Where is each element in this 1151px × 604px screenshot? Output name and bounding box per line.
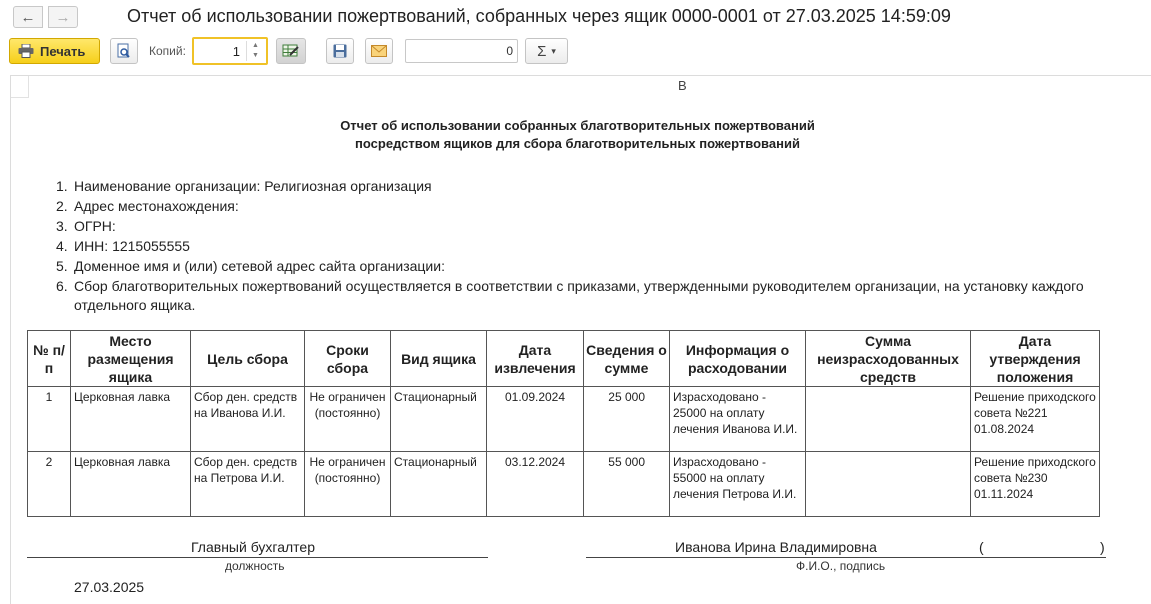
signer-position: Главный бухгалтер bbox=[191, 539, 315, 555]
forward-button[interactable] bbox=[48, 6, 78, 28]
print-button-label: Печать bbox=[40, 43, 86, 59]
sheet-corner bbox=[11, 76, 29, 98]
send-email-button[interactable] bbox=[365, 38, 393, 64]
table-cell[interactable]: 25 000 bbox=[584, 387, 670, 452]
header-approval-date: Дата утверждения положения bbox=[971, 331, 1100, 387]
sum-dropdown-button[interactable] bbox=[525, 38, 568, 64]
header-location: Место размещения ящика bbox=[71, 331, 191, 387]
copies-input[interactable] bbox=[192, 37, 268, 65]
table-cell[interactable]: Сбор ден. средств на Петрова И.И. bbox=[191, 452, 305, 517]
title-bar bbox=[0, 0, 1151, 34]
preview-button[interactable] bbox=[110, 38, 138, 64]
table-cell[interactable]: Решение приходского совета №230 01.11.2024 bbox=[971, 452, 1100, 517]
header-purpose: Цель сбора bbox=[191, 331, 305, 387]
signer-name: Иванова Ирина Владимировна bbox=[675, 539, 877, 555]
signature-close-paren: ) bbox=[1100, 539, 1105, 555]
header-unspent-amount: Сумма неизрасходованных средств bbox=[806, 331, 971, 387]
position-line bbox=[27, 557, 488, 558]
name-caption: Ф.И.О., подпись bbox=[796, 559, 886, 573]
header-extraction-date: Дата извлечения bbox=[487, 331, 584, 387]
table-cell[interactable]: Церковная лавка bbox=[71, 387, 191, 452]
sum-field bbox=[405, 39, 518, 63]
table-cell[interactable]: Израсходовано - 55000 на оплату лечения Петрова И.И. bbox=[670, 452, 806, 517]
edit-mode-toggle[interactable] bbox=[276, 38, 306, 64]
arrow-left-icon: ← bbox=[20, 8, 36, 26]
table-header-row bbox=[28, 331, 1100, 387]
print-button[interactable] bbox=[9, 38, 100, 64]
position-caption: должность bbox=[225, 559, 285, 573]
magnifier-page-icon bbox=[116, 43, 132, 59]
floppy-disk-icon bbox=[333, 44, 347, 58]
copies-value: 1 bbox=[232, 44, 240, 59]
table-cell[interactable] bbox=[806, 387, 971, 452]
table-cell[interactable]: 55 000 bbox=[584, 452, 670, 517]
table-cell[interactable]: Израсходовано - 25000 на оплату лечения Иванова И.И. bbox=[670, 387, 806, 452]
chevron-down-icon: ▾ bbox=[551, 45, 556, 56]
envelope-icon bbox=[371, 45, 387, 57]
table-cell[interactable] bbox=[806, 452, 971, 517]
sum-value: 0 bbox=[506, 44, 513, 58]
report-title-line2: посредством ящиков для сбора благотворительных пожертвований bbox=[355, 136, 800, 151]
table-cell[interactable]: Церковная лавка bbox=[71, 452, 191, 517]
table-edit-icon bbox=[282, 43, 300, 59]
report-date: 27.03.2025 bbox=[74, 579, 145, 595]
table-cell[interactable]: 01.09.2024 bbox=[487, 387, 584, 452]
window-title: Отчет об использовании пожертвований, собранных через ящик 0000-0001 от 27.03.2025 14:59:09 bbox=[127, 6, 951, 26]
table-cell[interactable]: Не ограничен (постоянно) bbox=[305, 452, 391, 517]
header-spending-info: Информация о расходовании bbox=[670, 331, 806, 387]
spreadsheet-document[interactable]: B Отчет об использовании собранных благотворительных пожертвований посредством ящиков для сбора благотворительных пожертвований 1. Наименование организации: Религиозная организация 2. Адрес местонахождения: 3. ОГРН: 4. ИНН: 1215055555 5. Доменное имя и (или) сетевой адрес сайта организации: 6. Сбор благотворительных пожертвований осуществляется в соответствии с приказами, утвержденными руководителем организации, на установку каждого отдельного ящика. № п/п Место размещения ящика Цель сбора Сроки сбора Вид ящика Дата извлечения Сведения о сумме Информация о расходовании Сумма неизрасходованных средств Дата утверждения положения 1 Церковная лавка Сбор ден. средств на Иванова И.И. Не ограничен (постоянно) Стационарный 01.09.2024 25 000 Израсходовано - 25000 на оплату лечения Иванова И.И. Решение приходского совета №221 01.08.2024 2 Церковная лавка Сбор ден. средств на Петрова И.И. Не ограничен (постоянно) Стационарный 03.12.2024 55 000 Израсходовано - 55000 на оплату лечения Петрова И.И. Решение приходского совета №230 01.11.2024 Главный бухгалтер должность Иванова Ирина Владимировна ( ) Ф.И.О., подпись 27.03.2025 bbox=[10, 75, 1151, 604]
name-signature-line bbox=[586, 557, 1106, 558]
table-cell[interactable]: 1 bbox=[28, 387, 71, 452]
arrow-right-icon: → bbox=[55, 8, 71, 26]
header-box-type: Вид ящика bbox=[391, 331, 487, 387]
back-button[interactable] bbox=[13, 6, 43, 28]
column-header-b: B bbox=[678, 78, 687, 93]
printer-icon bbox=[18, 44, 34, 58]
save-button[interactable] bbox=[326, 38, 354, 64]
toolbar bbox=[0, 36, 1151, 68]
table-cell[interactable]: Решение приходского совета №221 01.08.2024 bbox=[971, 387, 1100, 452]
signature-open-paren: ( bbox=[979, 539, 984, 555]
table-cell[interactable]: Не ограничен (постоянно) bbox=[305, 387, 391, 452]
report-title-line1: Отчет об использовании собранных благотворительных пожертвований bbox=[340, 118, 815, 133]
table-cell[interactable]: Сбор ден. средств на Иванова И.И. bbox=[191, 387, 305, 452]
header-num: № п/п bbox=[28, 331, 71, 387]
table-row bbox=[28, 387, 1100, 452]
table-cell[interactable]: 2 bbox=[28, 452, 71, 517]
table-cell[interactable]: Стационарный bbox=[391, 452, 487, 517]
copies-spinner[interactable]: ▲ ▼ bbox=[246, 41, 264, 61]
copies-label: Копий: bbox=[149, 44, 186, 58]
table-cell[interactable]: 03.12.2024 bbox=[487, 452, 584, 517]
donations-table bbox=[27, 330, 1100, 517]
header-amount: Сведения о сумме bbox=[584, 331, 670, 387]
table-row bbox=[28, 452, 1100, 517]
header-term: Сроки сбора bbox=[305, 331, 391, 387]
table-cell[interactable]: Стационарный bbox=[391, 387, 487, 452]
sigma-icon: Σ bbox=[537, 42, 547, 60]
